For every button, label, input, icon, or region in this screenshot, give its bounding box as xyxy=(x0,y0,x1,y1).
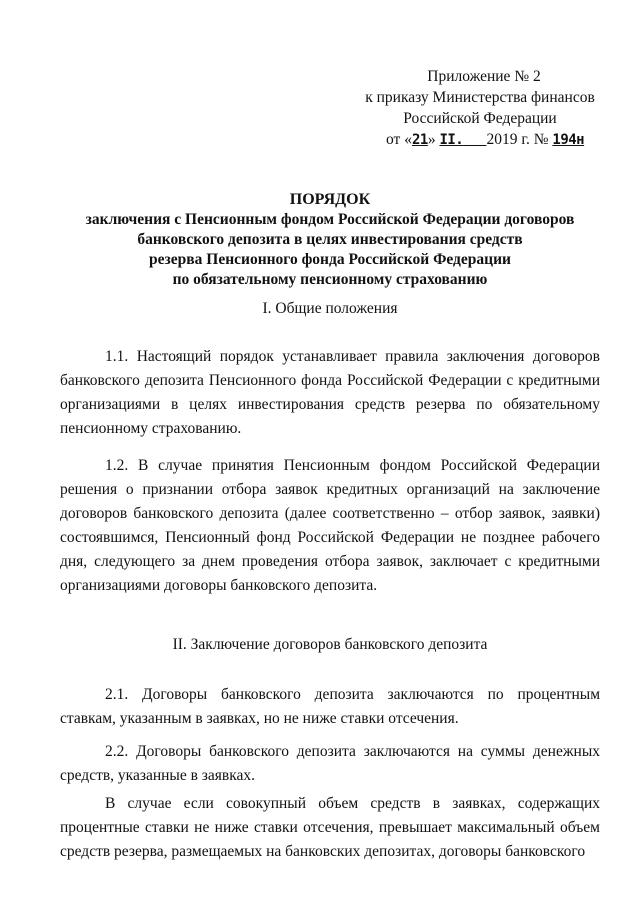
title-line-1: заключения с Пенсионным фондом Российской Федерации договоров xyxy=(85,211,575,228)
section-heading-2: II. Заключение договоров банковского депозита xyxy=(172,636,488,653)
paragraph-2-2: 2.2. Договоры банковского депозита заключаются на суммы денежных средств, указанные в заявках. xyxy=(60,743,600,784)
document-title xyxy=(60,190,600,290)
order-number-handwritten: 194н xyxy=(552,132,585,148)
appendix-date-line xyxy=(360,129,600,151)
paragraph-2-1: 2.1. Договоры банковского депозита заключаются по процентным ставкам, указанным в заявках, но не ниже ставки отсечения. xyxy=(60,686,600,727)
section-heading-1: I. Общие положения xyxy=(262,300,398,317)
date-year: 2019 г. № xyxy=(486,131,553,148)
appendix-header xyxy=(360,66,600,151)
date-prefix: от « xyxy=(386,131,412,148)
paragraph-1-1: 1.1. Настоящий порядок устанавливает правила заключения договоров банковского депозита Пенсионного фонда Российской Федерации с кредитными организациями в целях инвестирования средств резерва по обязательному пенсионному страхованию. xyxy=(60,348,600,437)
date-month-handwritten: II. xyxy=(439,132,464,148)
appendix-order-ref: к приказу Министерства финансов xyxy=(365,89,595,106)
title-line-3: резерва Пенсионного фонда Российской Федерации xyxy=(149,251,511,268)
title-main: ПОРЯДОК xyxy=(289,191,371,208)
title-line-2: банковского депозита в целях инвестирования средств xyxy=(137,231,523,248)
appendix-country: Российской Федерации xyxy=(403,110,557,127)
title-line-4: по обязательному пенсионному страхованию xyxy=(172,271,488,288)
paragraph-1-2: 1.2. В случае принятия Пенсионным фондом Российской Федерации решения о признании отбора заявок кредитных организаций на заключение договоров банковского депозита (далее соответственно – отбор заявок, заявки) состоявшимся, Пенсионный фонд Российской Федерации не позднее рабочего дня, следующего за днем проведения отбора заявок, заключает с кредитными организациями договоры банковского депозита. xyxy=(60,457,600,594)
appendix-number: Приложение № 2 xyxy=(427,68,541,85)
date-mid: » xyxy=(427,131,440,148)
date-day-handwritten: 21 xyxy=(411,132,428,148)
paragraph-2-2-continuation: В случае если совокупный объем средств в заявках, содержащих процентные ставки не ниже ставки отсечения, превышает максимальный объем средств резерва, размещаемых на банковских депозитах, договоры банковского xyxy=(60,795,600,860)
